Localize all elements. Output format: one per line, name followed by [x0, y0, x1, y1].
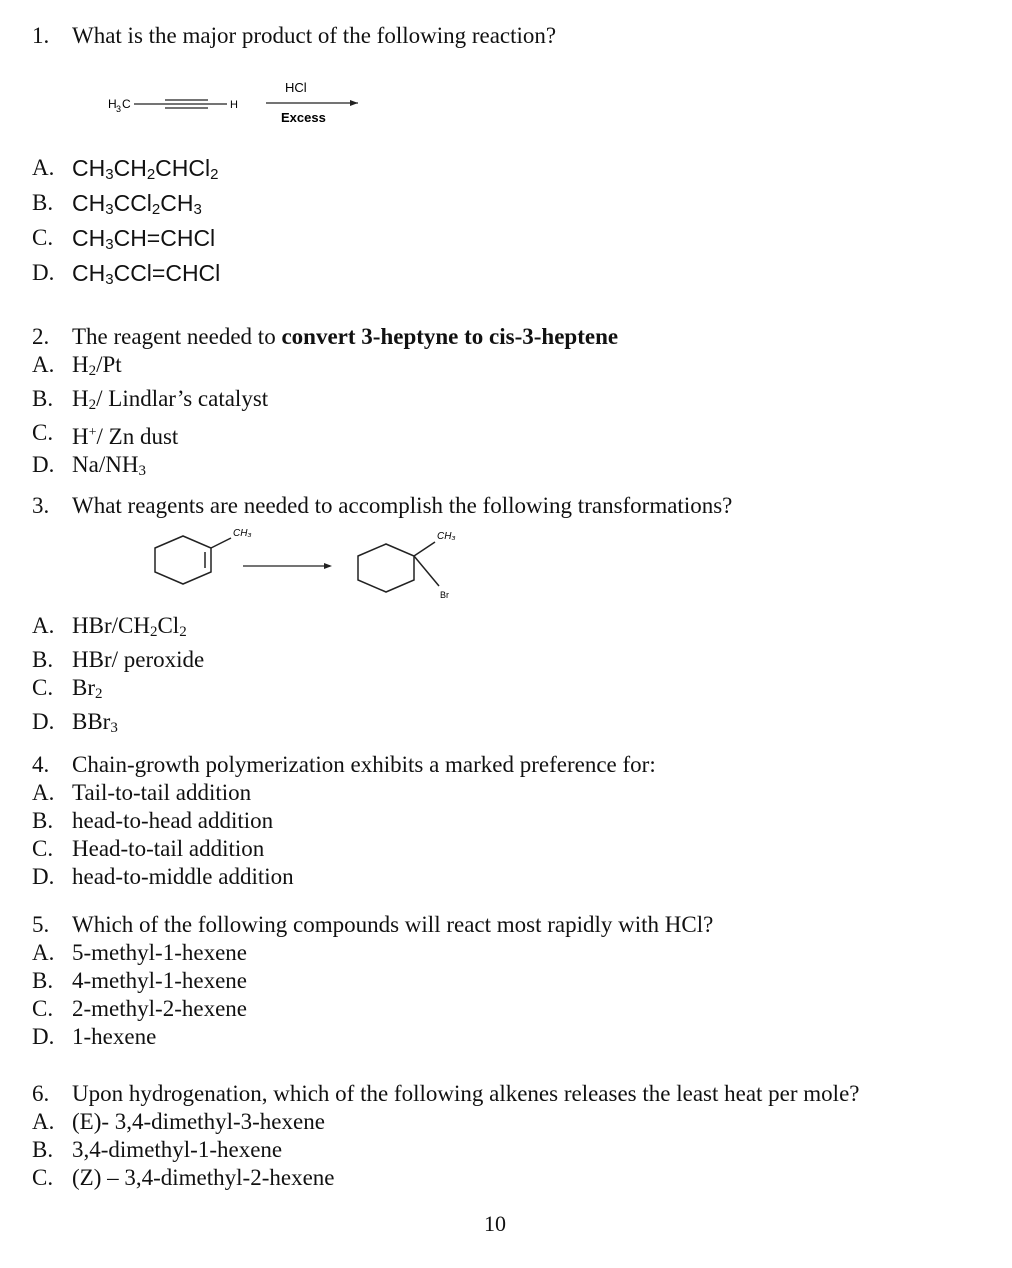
question-2-stem: 2. The reagent needed to convert 3-heptyne to cis-3-heptene — [32, 324, 619, 349]
question-6 — [32, 1080, 992, 1192]
question-2 — [32, 323, 992, 485]
question-6-stem: 6. Upon hydrogenation, which of the following alkenes releases the least heat per mole? — [32, 1081, 860, 1106]
bromomethylcyclohexane-ring — [358, 544, 414, 592]
question-1-options — [32, 154, 992, 294]
question-4-stem: 4. Chain-growth polymerization exhibits a marked preference for: — [32, 752, 656, 777]
option-a[interactable]: A. HBr/$CH_2Cl_2$ — [32, 613, 187, 640]
question-1-stem — [32, 22, 992, 50]
option-b[interactable]: B. 4-methyl-1-hexene — [32, 968, 247, 993]
option-c[interactable]: C. $Br_2$ — [32, 675, 103, 702]
option-d[interactable]: D. 1-hexene — [32, 1024, 157, 1049]
option-a[interactable]: A. $CH_3CH_2CHCl_2$ — [32, 155, 219, 183]
question-1 — [32, 22, 992, 50]
methyl-label-right: CH₃ — [437, 531, 456, 542]
bromo-label: Br — [440, 590, 449, 600]
option-a[interactable]: A. $H_2/Pt$ — [32, 352, 122, 379]
question-3-stem: 3. What reagents are needed to accomplish the following transformations? — [32, 493, 733, 518]
reactant-sub: 3 — [116, 104, 122, 114]
reactant-h-right: H — [230, 99, 238, 111]
methylcyclohexene-ring — [155, 536, 211, 584]
question-3 — [32, 492, 992, 520]
methyl-label-left: CH₃ — [233, 528, 252, 539]
option-b[interactable]: B. $H_2/$ Lindlar’s catalyst — [32, 386, 269, 413]
question-number: 1. — [32, 23, 50, 48]
option-a[interactable]: A. Tail-to-tail addition — [32, 780, 252, 805]
question-text: What is the major product of the following reaction? — [72, 23, 557, 48]
option-c[interactable]: C. (Z) – 3,4-dimethyl-2-hexene — [32, 1165, 335, 1190]
option-b[interactable]: B. HBr/ peroxide — [32, 647, 205, 672]
option-a[interactable]: A. 5-methyl-1-hexene — [32, 940, 247, 965]
reagent-bottom: Excess — [281, 110, 326, 125]
option-a[interactable]: A. (E)- 3,4-dimethyl-3-hexene — [32, 1109, 325, 1134]
reactant-h: H — [108, 97, 117, 111]
option-b[interactable]: B. head-to-head addition — [32, 808, 274, 833]
option-c[interactable]: C. Head-to-tail addition — [32, 836, 265, 861]
reagent-top: HCl — [285, 80, 307, 95]
question-5 — [32, 911, 992, 1051]
option-b[interactable]: B. $CH_3CCl_2CH_3$ — [32, 190, 202, 218]
q3-transformation-diagram — [145, 522, 485, 604]
q1-reaction-diagram — [100, 75, 380, 130]
option-c[interactable]: C. H+/ Zn dust — [32, 420, 179, 449]
option-b[interactable]: B. 3,4-dimethyl-1-hexene — [32, 1137, 283, 1162]
question-4 — [32, 751, 992, 891]
question-5-stem: 5. Which of the following compounds will react most rapidly with HCl? — [32, 912, 714, 937]
option-c[interactable]: C. 2-methyl-2-hexene — [32, 996, 247, 1021]
option-d[interactable]: D. BBr$_3$ — [32, 709, 118, 736]
page-number: 10 — [484, 1211, 506, 1236]
option-c[interactable]: C. $CH_3CH=CHCl$ — [32, 225, 216, 253]
question-3-options — [32, 612, 992, 742]
reactant-c: C — [122, 97, 131, 111]
option-d[interactable]: D. $Na/NH_3$ — [32, 452, 146, 479]
option-d[interactable]: D. head-to-middle addition — [32, 864, 294, 889]
option-d[interactable]: D. $CH_3CCl=CHCl$ — [32, 260, 221, 288]
